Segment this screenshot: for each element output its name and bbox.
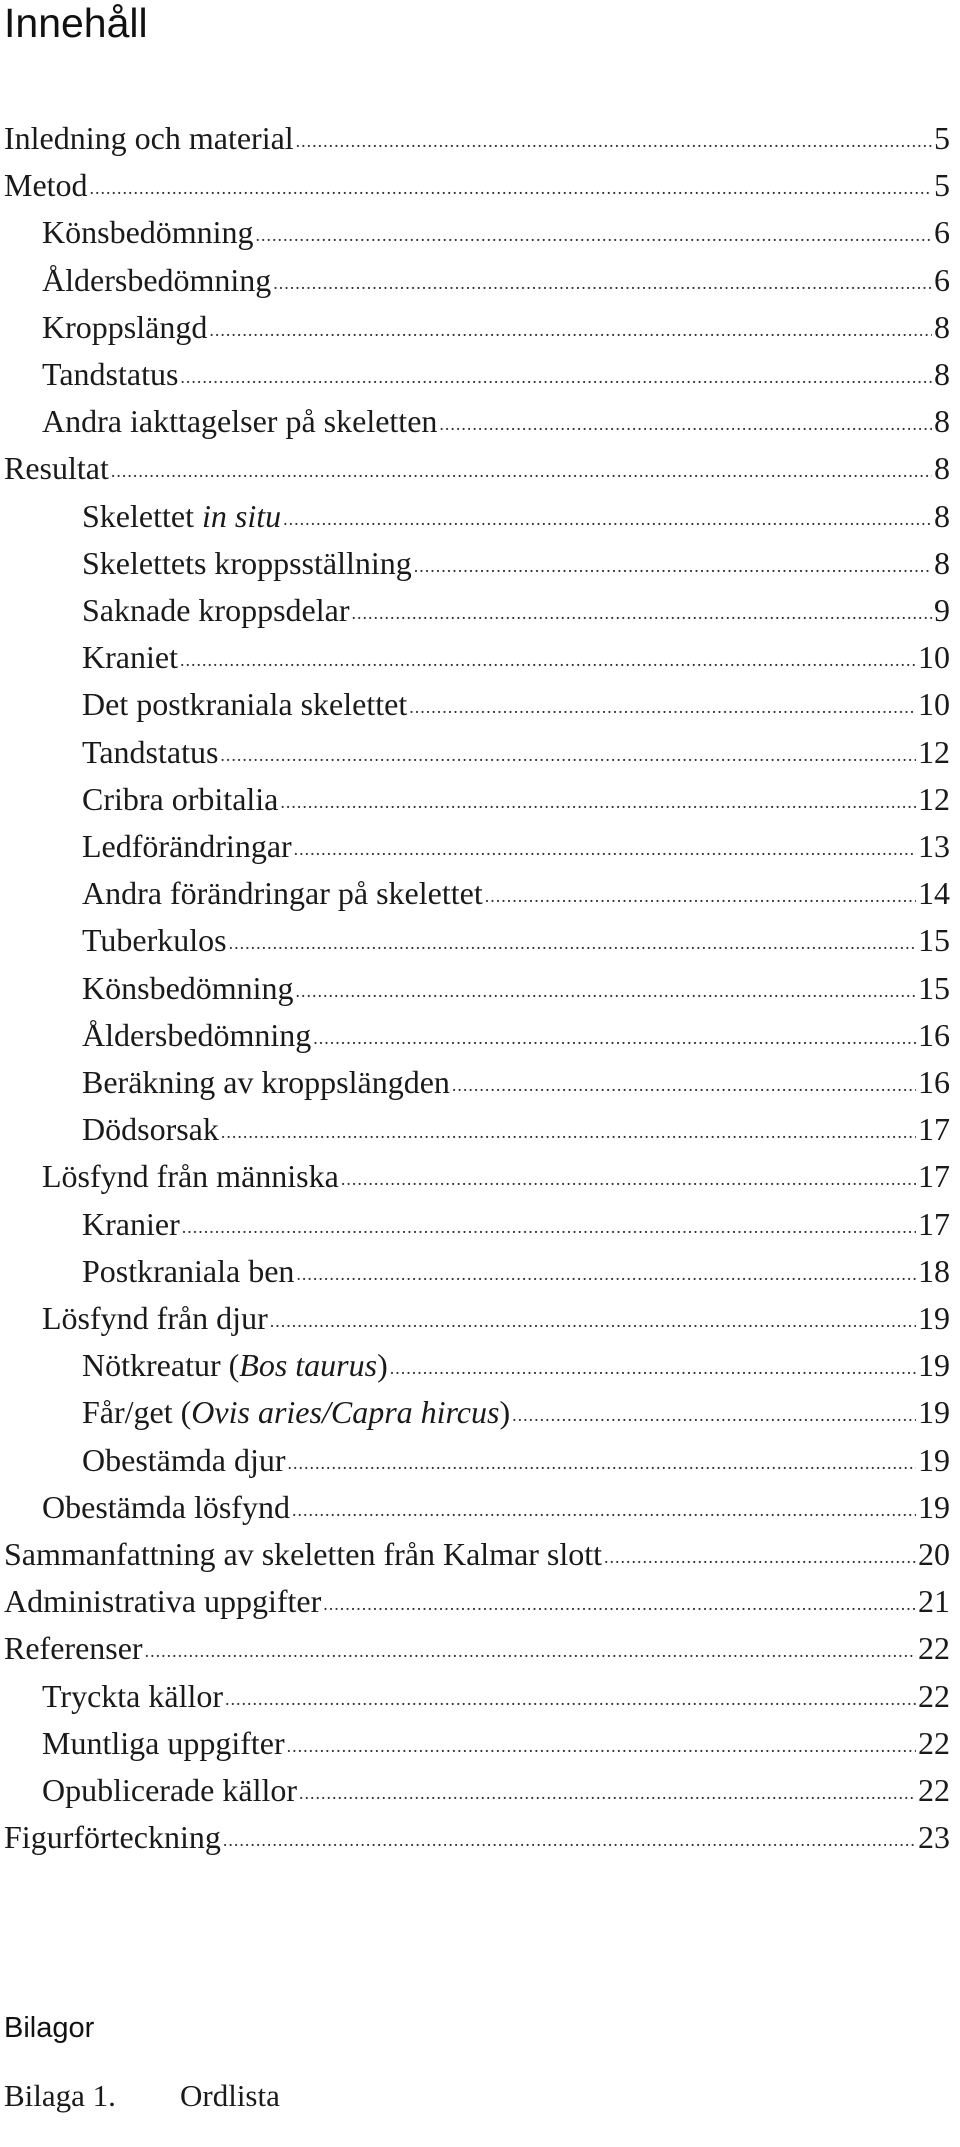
toc-entry[interactable] (42, 1678, 950, 1726)
dot-leader (145, 1641, 916, 1662)
toc-entry[interactable] (82, 592, 950, 640)
toc-entry[interactable] (82, 1064, 950, 1112)
toc-entry[interactable] (82, 1111, 950, 1159)
dot-leader (296, 981, 916, 1002)
toc-entry-page: 8 (934, 450, 950, 487)
dot-leader (90, 178, 932, 199)
dot-leader (288, 1453, 917, 1474)
toc-entry[interactable] (4, 1536, 950, 1584)
toc-entry[interactable] (82, 545, 950, 593)
dot-leader (287, 1736, 916, 1757)
dot-leader (292, 1500, 916, 1521)
toc-entry-label: Inledning och material (4, 120, 294, 156)
toc-entry-page: 17 (918, 1205, 950, 1242)
dot-leader (223, 1830, 916, 1851)
toc-entry-label: Ledförändringar (82, 828, 292, 864)
toc-entry-label: Åldersbedömning (82, 1016, 312, 1053)
toc-entry-label: Opublicerade källor (42, 1772, 297, 1808)
toc-entry-label: Postkraniala ben (82, 1252, 295, 1289)
toc-entry-page: 19 (918, 1394, 950, 1431)
toc-entry-page: 8 (934, 544, 950, 581)
toc-entry-page: 5 (934, 120, 950, 156)
dot-leader (323, 1594, 916, 1615)
dot-leader (273, 273, 932, 294)
toc-entry-page: 16 (918, 1016, 950, 1053)
toc-entry-label: Lösfynd från människa (42, 1158, 339, 1195)
toc-entry[interactable] (42, 1300, 950, 1348)
dot-leader (604, 1547, 916, 1568)
toc-entry-label: Åldersbedömning (42, 261, 272, 298)
toc-entry-page: 5 (934, 167, 950, 204)
dot-leader (439, 414, 932, 435)
toc-entry-page: 19 (918, 1347, 950, 1384)
toc-entry-label: Resultat (4, 450, 109, 487)
dot-leader (390, 1358, 916, 1379)
toc-entry[interactable] (82, 1347, 950, 1395)
toc-entry-page: 9 (934, 592, 950, 628)
toc-entry[interactable] (82, 498, 950, 546)
toc-entry-label: Dödsorsak (82, 1111, 219, 1148)
toc-entry[interactable] (82, 828, 950, 876)
toc-entry-label: Figurförteckning (4, 1819, 221, 1856)
toc-entry[interactable] (82, 1206, 950, 1254)
toc-entry-label: Kranier (82, 1205, 180, 1242)
toc-entry-page: 22 (918, 1772, 950, 1808)
toc-entry-label: Cribra orbitalia (82, 780, 279, 817)
toc-entry[interactable] (82, 1394, 950, 1442)
toc-entry-page: 17 (918, 1111, 950, 1148)
toc-entry-label: Saknade kroppsdelar (82, 592, 350, 628)
toc-entry-page: 15 (918, 922, 950, 959)
dot-leader (280, 792, 916, 813)
toc-entry[interactable] (4, 167, 950, 215)
toc-entry[interactable] (82, 734, 950, 782)
dot-leader (409, 697, 916, 718)
toc-entry-label: Tandstatus (42, 356, 179, 392)
toc-entry[interactable] (42, 1772, 950, 1820)
dot-leader (341, 1169, 916, 1190)
toc-entry-page: 18 (918, 1252, 950, 1289)
toc-entry-page: 19 (918, 1441, 950, 1478)
toc-entry-page: 8 (934, 403, 950, 440)
toc-entry-label: Könsbedömning (82, 969, 294, 1006)
dot-leader (180, 650, 916, 671)
toc-entry[interactable] (4, 1819, 950, 1867)
toc-entry-page: 12 (918, 733, 950, 770)
toc-entry[interactable] (4, 120, 950, 168)
toc-entry-page: 22 (918, 1630, 950, 1667)
toc-entry-label: Obestämda djur (82, 1441, 286, 1478)
dot-leader (299, 1783, 916, 1804)
dot-leader (414, 556, 932, 577)
toc-entry-label: Beräkning av kroppslängden (82, 1064, 450, 1100)
toc-entry-page: 21 (918, 1583, 950, 1620)
toc-entry-page: 6 (934, 214, 950, 251)
toc-entry[interactable] (4, 450, 950, 498)
toc-entry-label: Lösfynd från djur (42, 1300, 268, 1336)
dot-leader (221, 1122, 916, 1143)
toc-entry-label: Obestämda lösfynd (42, 1488, 290, 1525)
toc-entry-label: Andra iakttagelser på skeletten (42, 403, 438, 440)
toc-entry[interactable] (82, 639, 950, 687)
page-title: Innehåll (4, 0, 148, 46)
toc-entry-page: 8 (934, 356, 950, 392)
toc-entry-label: Administrativa uppgifter (4, 1583, 322, 1620)
appendix-heading: Bilagor (4, 2012, 95, 2044)
dot-leader (229, 933, 916, 954)
toc-entry-label: Andra förändringar på skelettet (82, 875, 483, 912)
toc-entry-page: 17 (918, 1158, 950, 1195)
toc-entry[interactable] (82, 922, 950, 970)
toc-entry-label: Tuberkulos (82, 922, 227, 959)
toc-entry-page: 10 (918, 686, 950, 723)
dot-leader (512, 1405, 916, 1426)
dot-leader (296, 1264, 916, 1285)
toc-entry[interactable] (4, 1583, 950, 1631)
toc-entry[interactable] (42, 1158, 950, 1206)
dot-leader (351, 603, 932, 624)
toc-entry[interactable] (82, 970, 950, 1018)
toc-entry[interactable] (4, 1630, 950, 1678)
toc-entry-label: Kraniet (82, 639, 178, 676)
toc-entry[interactable] (82, 686, 950, 734)
toc-entry-page: 22 (918, 1724, 950, 1761)
appendix-number: Bilaga 1. (4, 2078, 116, 2113)
toc-entry[interactable] (82, 1017, 950, 1065)
toc-entry-page: 12 (918, 780, 950, 817)
toc-entry-page: 22 (918, 1677, 950, 1714)
toc-entry[interactable] (42, 309, 950, 357)
toc-entry-page: 6 (934, 261, 950, 298)
toc-entry[interactable] (42, 403, 950, 451)
toc-entry-label: Det postkraniala skelettet (82, 686, 408, 723)
toc-entry[interactable] (42, 262, 950, 310)
toc-entry-label: Nötkreatur (Bos taurus) (82, 1347, 388, 1384)
toc-entry[interactable] (82, 1253, 950, 1301)
toc-entry-page: 15 (918, 969, 950, 1006)
toc-entry-page: 8 (934, 497, 950, 534)
dot-leader (296, 131, 932, 152)
dot-leader (270, 1311, 916, 1332)
dot-leader (452, 1075, 916, 1096)
toc-entry-page: 16 (918, 1064, 950, 1100)
toc-entry-label: Referenser (4, 1630, 143, 1667)
toc-entry-page: 10 (918, 639, 950, 676)
toc-entry-page: 14 (918, 875, 950, 912)
toc-entry[interactable] (42, 1489, 950, 1537)
toc-entry-label: Tandstatus (82, 733, 219, 770)
toc-entry-label: Sammanfattning av skeletten från Kalmar slott (4, 1536, 603, 1572)
toc-entry-label: Metod (4, 167, 88, 204)
dot-leader (225, 1689, 916, 1710)
toc-entry-page: 13 (918, 828, 950, 864)
toc-entry-label: Skelettets kroppsställning (82, 544, 412, 581)
toc-entry-page: 20 (918, 1536, 950, 1572)
dot-leader (220, 745, 916, 766)
toc-entry-label: Skelettet in situ (82, 497, 282, 534)
toc-entry-label: Kroppslängd (42, 308, 208, 345)
dot-leader (180, 367, 932, 388)
toc-entry[interactable] (42, 1725, 950, 1773)
toc-entry-label: Könsbedömning (42, 214, 254, 251)
dot-leader (485, 886, 916, 907)
toc-entry-label: Muntliga uppgifter (42, 1724, 285, 1761)
toc-entry[interactable] (82, 781, 950, 829)
toc-entry-page: 23 (918, 1819, 950, 1856)
appendix-entry (4, 2078, 280, 2114)
toc-entry[interactable] (42, 356, 950, 404)
toc-entry-label: Får/get (Ovis aries/Capra hircus) (82, 1394, 511, 1431)
dot-leader (313, 1028, 916, 1049)
toc-entry[interactable] (82, 1442, 950, 1490)
toc-entry-page: 8 (934, 308, 950, 345)
toc-entry[interactable] (82, 875, 950, 923)
dot-leader (111, 461, 932, 482)
dot-leader (294, 839, 916, 860)
toc-entry-label: Tryckta källor (42, 1677, 224, 1714)
dot-leader (256, 225, 932, 246)
dot-leader (283, 509, 932, 530)
dot-leader (182, 1217, 916, 1238)
appendix-title: Ordlista (180, 2078, 280, 2113)
dot-leader (209, 320, 932, 341)
toc-entry[interactable] (42, 214, 950, 262)
toc-entry-page: 19 (918, 1300, 950, 1336)
toc-entry-page: 19 (918, 1488, 950, 1525)
